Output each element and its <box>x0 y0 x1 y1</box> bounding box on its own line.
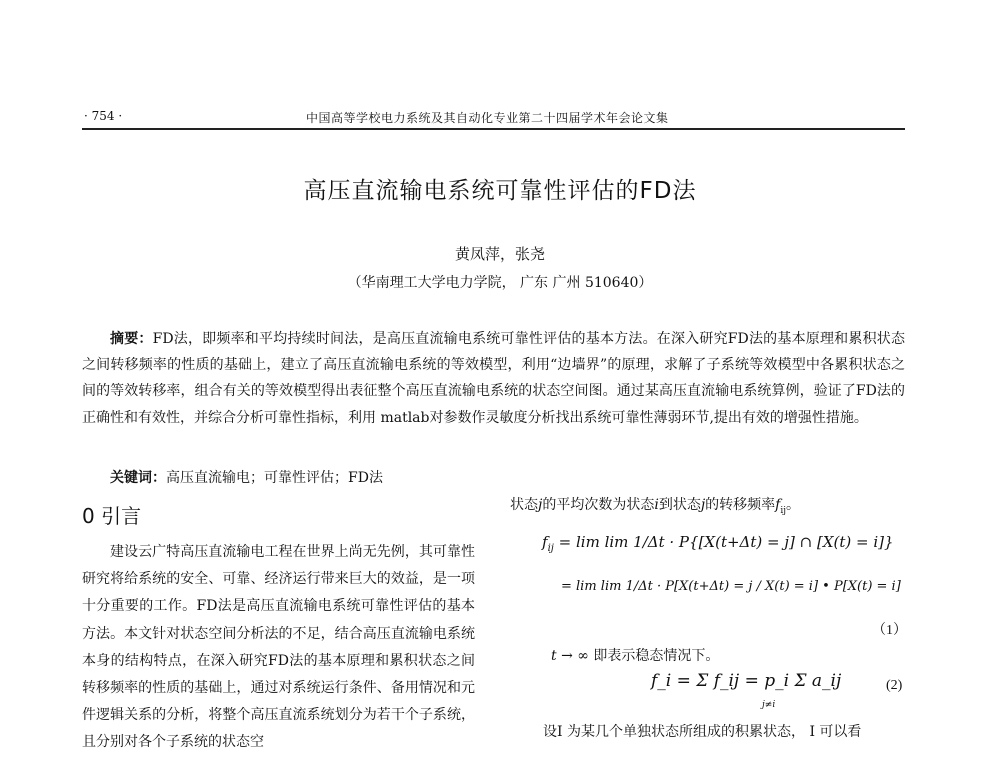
paper-affiliation: （华南理工大学电力学院， 广东 广州 510640） <box>347 275 653 291</box>
keywords-text: 高压直流输电；可靠性评估；FD法 <box>166 470 383 486</box>
abstract-label: 摘要： <box>110 331 153 347</box>
equation-2: f_i = Σ f_ij = p_i Σ a_ij <box>651 671 842 691</box>
left-column-paragraph: 建设云广特高压直流输电工程在世界上尚无先例，其可靠性研究将给系统的安全、可靠、经济运行带来巨大的效益，是一项十分重要的工作。FD法是高压直流输电系统可靠性评估的基本方法。本文针对状态空间分析法的不足，结合高压直流输电系统本身的结构特点，在深入研究FD法的基本原理和累积状态之间转移频率的性质的基础上，通过对系统运行条件、备用情况和元件逻辑关系的分析，将整个高压直流系统划分为若干个子系统，且分别对各个子系统的状态空 <box>82 544 475 751</box>
equation-2-number: (2) <box>886 678 903 693</box>
abstract-text: FD法，即频率和平均持续时间法，是高压直流输电系统可靠性评估的基本方法。在深入研究FD法的基本原理和累积状态之间转移频率的性质的基础上，建立了高压直流输电系统的等效模型，利用“边墙界”的原理，求解了子系统等效模型中各累积状态之间的等效转移率，组合有关的等效模型得出表征整个高压直流输电系统的状态空间图。通过某高压直流输电系统算例，验证了FD法的正确性和有效性，并综合分析可靠性指标，利用 matlab对参数作灵敏度分析找出系统可靠性薄弱环节,提出有效的增强性措施。 <box>82 331 906 426</box>
keywords-label: 关键词： <box>110 470 166 486</box>
paper-authors: 黄凤萍，张尧 <box>454 245 545 263</box>
equation-1-number: （1） <box>872 623 907 638</box>
header-rule <box>82 128 905 130</box>
equation-1-line-1: $f_{ij} = \lim \lim 1/\Delta t \cdot P\{[X(t+\Delta t) = j]$ ∩ [X(t) = i]} <box>542 533 894 554</box>
section-heading: 0 引言 <box>82 504 142 528</box>
cumulative-state-sentence: 设I 为某几个单独状态所组成的积累状态， I 可以看 <box>543 724 862 740</box>
keywords <box>110 467 383 487</box>
transfer-frequency-intro: 状态j的平均次数为状态i到状态j的转移频率$f_{ij}$。 <box>510 497 801 516</box>
equation-2-sum-index: j≠i <box>762 700 776 710</box>
journal-title: 中国高等学校电力系统及其自动化专业第二十四届学术年会论文集 <box>306 111 669 125</box>
paper-title: 高压直流输电系统可靠性评估的FD法 <box>303 178 697 204</box>
steady-state-note: t → ∞ 即表示稳态情况下。 <box>551 648 720 664</box>
page-number: · 754 · <box>84 109 123 123</box>
equation-1-line-2: = lim lim 1/Δt · P[X(t+Δt) = j / X(t) = i] • P[X(t) = i] <box>561 579 901 594</box>
abstract <box>82 326 905 431</box>
